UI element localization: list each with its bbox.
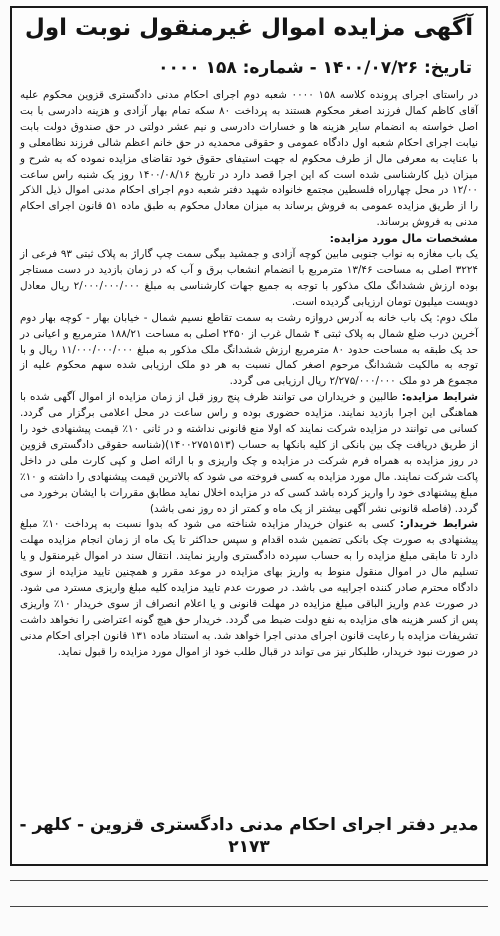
notice-title: آگهی مزایده اموال غیرمنقول نوبت اول xyxy=(24,15,474,41)
buyer-text: کسی به عنوان خریدار مزایده شناخته می شود که بدوا نسبت به پرداخت ۱۰٪ مبلغ پیشنهادی به صورت چک بانکی تضمین شده اقدام و سپس حداکثر تا یک ماه از زمان انجام مزایده مهلت دارد تا مابقی مبلغ مزایده را به حساب سپرده دادگستری واریز نمایند. انتقال سند در اموال غیرمنقول و یا تسلیم مال در اموال منقول منوط به واریز بهای مزایده در موعد مقرر و همچنین تایید مزایده از سوی دادگاه محترم صادر کننده اجراییه می باشد. در صورت عدم تایید مزایده کلیه مبلغ واریزی مسترد می شود. در صورت عدم واریز الباقی مبلغ مزایده در مهلت قانونی و یا اعلام انصراف از سوی خریدار ۱۰٪ واریزی پس از کسر هزینه های مزایده به نفع دولت ضبط می گردد. خریدار حق هیچ گونه اعتراضی را نخواهد داشت تشریفات مزایده با رعایت قانون اجرای مدنی اجرا خواهد شد. به استناد ماده ۱۳۱ قانون اجرای احکام مدنی در صورت نبود خریدار، طلبکار نیز می تواند در قبال طلب خود از اموال مورد مزایده را قبول نماید. xyxy=(20,518,478,658)
notice-signature: مدیر دفتر اجرای احکام مدنی دادگستری قزوین - کلهر - ۲۱۷۳ xyxy=(19,815,479,857)
notice-body xyxy=(12,88,486,661)
property-2-paragraph: ملک دوم: یک باب خانه به آدرس دروازه رشت به سمت تقاطع نسیم شمال - خیابان بهار - کوچه بهار دوم آخرین درب ضلع شمال به پلاک ثبتی ۴ شمال غرب از ۲۴۵۰ اصلی به مساحت ۱۸۸/۲۱ مترمربع و اعیانی در حد یک طبقه به مساحت حدود ۸۰ مترمربع ارزش ششدانگ ملک مذکور به مبلغ ۱۱/۰۰۰/۰۰۰/۰۰۰ ریال و با توجه به مالکیت ششدانگ مرحوم اصغر کمال نسبت به هر دو ملک ارزیابی شده سهم محکوم علیه از مجموع هر دو ملک ۲/۲۷۵/۰۰۰/۰۰۰ ریال ارزیابی می گردد. xyxy=(20,311,479,388)
notice-date-number: تاریخ: ۱۴۰۰/۰۷/۲۶ - شماره: ۱۵۸ ۰۰۰۰ xyxy=(158,58,472,78)
bottom-divider-2 xyxy=(10,906,488,907)
property-1-paragraph: یک باب مغازه به نواب جنوبی مابین کوچه آزادی و جمشید بیگی سمت چپ گاراژ به پلاک ثبتی ۹۳ فرعی از ۳۲۲۴ اصلی به مساحت ۱۳/۴۶ مترمربع با انضمام انشعاب برق و آب که در زمان بازدید در دست مستاجر بوده ارزش ششدانگ ملک مذکور با توجه به جمیع جهات کارشناسی به مبلغ ۲/۰۰۰/۰۰۰/۰۰۰ ریال معادل دویست میلیون تومان ارزیابی گردیده است. xyxy=(20,248,479,308)
notice-frame xyxy=(10,6,488,866)
conditions-heading: شرایط مزایده: xyxy=(401,391,478,404)
buyer-heading: شرایط خریدار: xyxy=(399,518,478,531)
bottom-divider xyxy=(10,880,488,881)
conditions-text: طالبین و خریداران می توانند ظرف پنج روز قبل از زمان مزایده از اموال آگهی شده با هماهنگی این اجرا بازدید نمایند. مزایده حضوری بوده و راس ساعت در محل اعلامی برگزار می گردد. کسانی می توانند در مزایده شرکت نمایند که اولا منع قانونی نداشته و در ثانی ۱۰٪ قیمت پیشنهادی خود را از طریق دریافت چک بین بانکی از کلیه بانکها به حساب (۱۴۰۰۲۷۵۱۵۱۳)(شناسه حقوقی دادگستری قزوین در روز مزایده به همراه فرم شرکت در مزایده و چک واریزی و با ارائه اصل و کپی کارت ملی در داخل پاکت شرکت نمایند. مال مورد مزایده به کسی فروخته می شود که بالاترین قیمت پیشنهادی را داشته و ۱۰٪ مبلغ پیشنهادی خود را واریز کرده باشد کسی که در مزایده اخلال نماید مطابق مقررات با ایشان برخورد می گردد. (فاصله قانونی نشر آگهی بیشتر از یک ماه و کمتر از ده روز نمی باشد) xyxy=(20,391,479,515)
buyer-paragraph xyxy=(20,517,478,660)
conditions-paragraph xyxy=(20,390,478,517)
intro-paragraph: در راستای اجرای پرونده کلاسه ۱۵۸ ۰۰۰۰ شعبه دوم اجرای احکام مدنی دادگستری قزوین محکوم علیه آقای کاظم کمال فرزند اصغر محکوم هستند به پرداخت ۸۰ سکه تمام بهار آزادی و هزینه دادرسی با بت اصل خواسته به انضمام سایر هزینه ها و خسارات دادرسی و نیم عشر دولتی در حق صندوق دولت بابت نیابت اجرای احکام شعبه اول دادگاه عمومی و حقوقی محمدیه در حق خانم اعظم شالی فرزند نظامعلی و با عنایت به معرفی مال از طرف محکوم له جهت استیفای حقوق خود تقاضای مزایده نموده که به شرح و میزان ذیل کارشناسی شده است که این اجرا قصد دارد در تاریخ ۱۴۰۰/۰۸/۱۶ روز یک شنبه راس ساعت ۱۲/۰۰ در محل چهارراه فلسطین مجتمع خانواده شهید دفتر شعبه دوم اجرای احکام مدنی اموال ذیل الذکر را از طریق مزایده عمومی به فروش برساند به میزان معادل محکوم به طبق ماده ۵۱ قانون اجرای احکام مدنی به فروش برساند. xyxy=(20,89,478,229)
property-heading: مشخصات مال مورد مزایده: xyxy=(329,232,478,246)
